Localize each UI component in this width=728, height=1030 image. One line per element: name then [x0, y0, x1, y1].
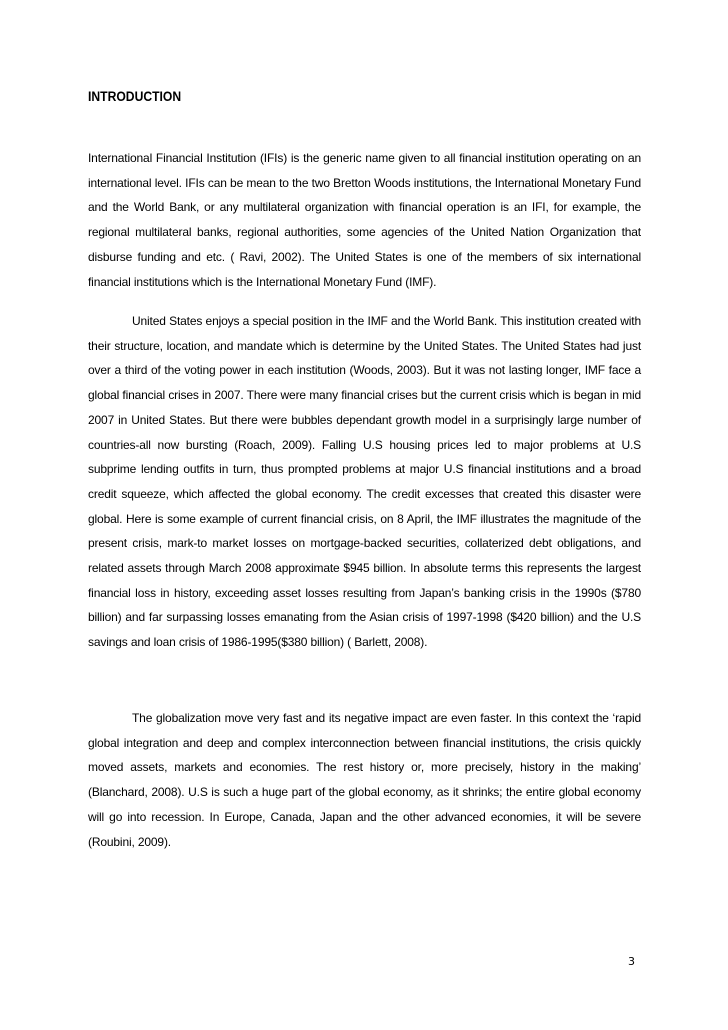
- paragraph-1: International Financial Institution (IFIs) is the generic name given to all financial institution operating on an international level. IFIs can be mean to the two Bretton Woods institutions, the International Monetary Fund and the World Bank, or any multilateral organization with financial operation is an IFI, for example, the regional multilateral banks, regional authorities, some agencies of the United Nation Organization that disburse funding and etc. ( Ravi, 2002). The United States is one of the members of six international financial institutions which is the International Monetary Fund (IMF).: [88, 151, 641, 289]
- section-heading: INTRODUCTION: [88, 89, 182, 104]
- page-number: 3: [628, 955, 635, 968]
- paragraph-3: The globalization move very fast and its negative impact are even faster. In this context the ‘rapid global integration and deep and complex interconnection between financial institutions, the crisis quickly moved assets, markets and economies. The rest history or, more precisely, history in the making’ (Blanchard, 2008). U.S is such a huge part of the global economy, as it shrinks; the entire global economy will go into recession. In Europe, Canada, Japan and the other advanced economies, it will be severe (Roubini, 2009).: [88, 711, 641, 849]
- paragraph-2: United States enjoys a special position in the IMF and the World Bank. This institution created with their structure, location, and mandate which is determine by the United States. The United States had just over a third of the voting power in each institution (Woods, 2003). But it was not lasting longer, IMF face a global financial crises in 2007. There were many financial crises but the current crisis which is began in mid 2007 in United States. But there were bubbles dependant growth model in a surprisingly large number of countries-all now bursting (Roach, 2009). Falling U.S housing prices led to major problems at U.S subprime lending outfits in turn, thus prompted problems at major U.S financial institutions and a broad credit squeeze, which affected the global economy. The credit excesses that created this disaster were global. Here is some example of current financial crisis, on 8 April, the IMF illustrates the magnitude of the present crisis, mark-to market losses on mortgage-backed securities, collaterized debt obligations, and related assets through March 2008 approximate $945 billion. In absolute terms this represents the largest financial loss in history, exceeding asset losses resulting from Japan’s banking crisis in the 1990s ($780 billion) and far surpassing losses emanating from the Asian crisis of 1997-1998 ($420 billion) and the U.S savings and loan crisis of 1986-1995($380 billion) ( Barlett, 2008).: [88, 314, 641, 650]
